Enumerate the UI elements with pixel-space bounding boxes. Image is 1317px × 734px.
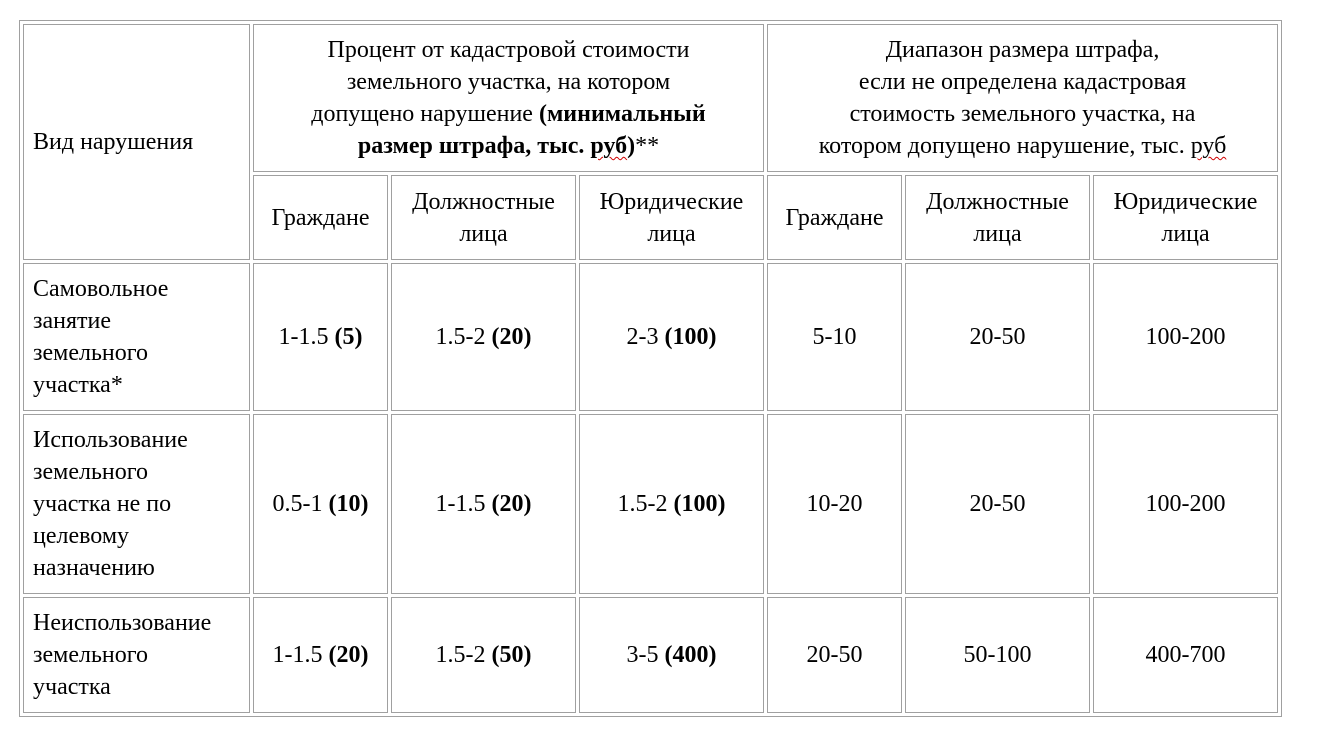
violation-label-line: земельного bbox=[33, 459, 148, 485]
violation-label-line: целевому bbox=[33, 523, 130, 549]
violation-label-line: участка bbox=[33, 674, 111, 700]
fine-range: 10-20 bbox=[806, 491, 863, 517]
header-range-line: котором допущено нарушение, тыс. bbox=[818, 133, 1191, 159]
table-row bbox=[23, 597, 1278, 713]
violation-label-line: земельного bbox=[33, 340, 148, 366]
spellcheck-underlined-word: руб bbox=[590, 133, 628, 159]
subcol-label: Юридические bbox=[1113, 188, 1258, 215]
subcol-label: Должностные bbox=[412, 188, 555, 215]
range-cell-officials bbox=[905, 263, 1090, 411]
pct-range: 1-1.5 bbox=[272, 642, 329, 668]
header-row-groups bbox=[23, 24, 1278, 172]
table-row bbox=[23, 263, 1278, 411]
subcol-label: Граждане bbox=[271, 204, 370, 231]
header-range-line: стоимость земельного участка, на bbox=[849, 101, 1196, 127]
violation-label-line: участка не по bbox=[33, 491, 172, 517]
pct-min-fine: (100) bbox=[673, 491, 726, 517]
violation-label-line: Использование bbox=[33, 427, 188, 453]
violation-label-cell bbox=[23, 263, 250, 411]
subcol-label: лица bbox=[647, 220, 696, 247]
header-percent-group bbox=[253, 24, 764, 172]
subcol-label: Граждане bbox=[785, 204, 884, 231]
header-violation-type bbox=[23, 24, 250, 260]
fine-range: 100-200 bbox=[1145, 491, 1226, 517]
pct-min-fine: (5) bbox=[334, 324, 363, 350]
subcol-label: лица bbox=[459, 220, 508, 247]
header-percent-line-bold: (минимальный bbox=[538, 101, 706, 127]
fine-range: 20-50 bbox=[969, 491, 1026, 517]
pct-cell-citizens bbox=[253, 414, 388, 594]
range-cell-legal bbox=[1093, 263, 1278, 411]
subcol-label: Юридические bbox=[599, 188, 744, 215]
violation-label-line: занятие bbox=[33, 308, 111, 334]
subcol-label: лица bbox=[1161, 220, 1210, 247]
fine-range: 400-700 bbox=[1145, 642, 1226, 668]
spellcheck-underlined-word: руб bbox=[1190, 133, 1227, 159]
pct-range: 1.5-2 bbox=[617, 491, 674, 517]
pct-range: 3-5 bbox=[626, 642, 665, 668]
header-percent-line: Процент от кадастровой стоимости bbox=[327, 37, 690, 63]
range-cell-legal bbox=[1093, 414, 1278, 594]
header-range-group bbox=[767, 24, 1278, 172]
subcol-legal-range bbox=[1093, 175, 1278, 260]
fine-range: 20-50 bbox=[969, 324, 1026, 350]
violation-label-cell bbox=[23, 414, 250, 594]
pct-range: 2-3 bbox=[626, 324, 665, 350]
violation-label-cell bbox=[23, 597, 250, 713]
violation-label-line: участка* bbox=[33, 372, 123, 398]
violation-label-line: назначению bbox=[33, 555, 155, 581]
header-percent-footnote-mark: ** bbox=[635, 133, 660, 159]
fine-range: 5-10 bbox=[812, 324, 857, 350]
table-row bbox=[23, 414, 1278, 594]
pct-range: 1-1.5 bbox=[435, 491, 492, 517]
pct-cell-officials bbox=[391, 597, 576, 713]
fine-range: 50-100 bbox=[963, 642, 1032, 668]
violation-label-line: земельного bbox=[33, 642, 148, 668]
range-cell-citizens bbox=[767, 414, 902, 594]
pct-range: 1.5-2 bbox=[435, 324, 492, 350]
subcol-label: Должностные bbox=[926, 188, 1069, 215]
range-cell-legal bbox=[1093, 597, 1278, 713]
pct-cell-legal bbox=[579, 414, 764, 594]
fine-range: 20-50 bbox=[806, 642, 863, 668]
subcol-officials-range bbox=[905, 175, 1090, 260]
pct-cell-legal bbox=[579, 263, 764, 411]
pct-min-fine: (20) bbox=[328, 642, 369, 668]
pct-cell-officials bbox=[391, 414, 576, 594]
header-percent-line: земельного участка, на котором bbox=[346, 69, 671, 95]
pct-min-fine: (100) bbox=[664, 324, 717, 350]
pct-min-fine: (10) bbox=[328, 491, 369, 517]
pct-cell-legal bbox=[579, 597, 764, 713]
pct-range: 0.5-1 bbox=[272, 491, 329, 517]
range-cell-citizens bbox=[767, 597, 902, 713]
pct-range: 1.5-2 bbox=[435, 642, 492, 668]
pct-min-fine: (20) bbox=[491, 491, 532, 517]
pct-min-fine: (50) bbox=[491, 642, 532, 668]
header-percent-line-bold: размер штрафа, тыс. bbox=[357, 133, 591, 159]
pct-range: 1-1.5 bbox=[278, 324, 335, 350]
pct-min-fine: (20) bbox=[491, 324, 532, 350]
fine-range: 100-200 bbox=[1145, 324, 1226, 350]
header-range-line: если не определена кадастровая bbox=[858, 69, 1187, 95]
subcol-citizens-pct bbox=[253, 175, 388, 260]
header-percent-line: допущено нарушение bbox=[311, 101, 539, 127]
header-percent-line-bold: ) bbox=[627, 133, 636, 159]
subcol-officials-pct bbox=[391, 175, 576, 260]
subcol-label: лица bbox=[973, 220, 1022, 247]
header-range-line: Диапазон размера штрафа, bbox=[885, 37, 1160, 63]
pct-cell-citizens bbox=[253, 597, 388, 713]
pct-min-fine: (400) bbox=[664, 642, 717, 668]
pct-cell-officials bbox=[391, 263, 576, 411]
range-cell-officials bbox=[905, 597, 1090, 713]
range-cell-officials bbox=[905, 414, 1090, 594]
violation-label-line: Неиспользование bbox=[33, 610, 212, 636]
subcol-citizens-range bbox=[767, 175, 902, 260]
header-violation-type-text: Вид нарушения bbox=[33, 129, 194, 155]
pct-cell-citizens bbox=[253, 263, 388, 411]
subcol-legal-pct bbox=[579, 175, 764, 260]
violation-label-line: Самовольное bbox=[33, 276, 169, 302]
fines-table bbox=[19, 20, 1282, 717]
range-cell-citizens bbox=[767, 263, 902, 411]
